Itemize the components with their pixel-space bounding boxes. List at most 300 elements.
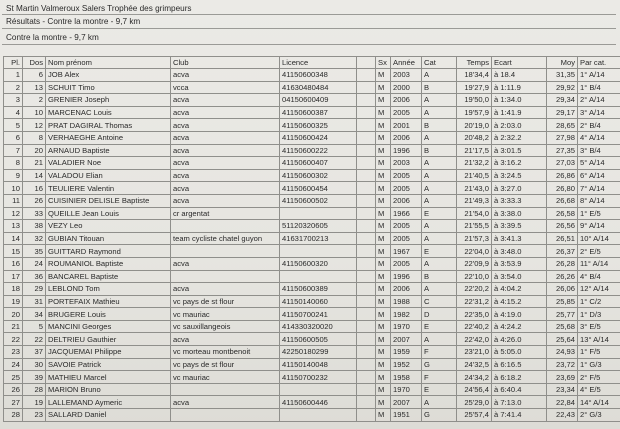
name-cell: CUISINIER DELISLE Baptiste [46,194,171,207]
sex-cell: M [376,295,391,308]
blank-cell [357,320,376,333]
licence-cell: 41631700213 [280,232,357,245]
sex-cell: M [376,383,391,396]
name-cell: SAVOIE Patrick [46,358,171,371]
column-header-average-speed: Moy [547,57,578,69]
sex-cell: M [376,396,391,409]
blank-cell [357,346,376,359]
average-speed-cell: 26,51 [547,232,578,245]
gap-cell: à 3:27.0 [492,182,547,195]
licence-cell: 41150600348 [280,69,357,82]
time-cell: 24'34,2 [457,371,492,384]
blank-cell [357,119,376,132]
event-title: St Martin Valmeroux Salers Trophée des grimpeurs [6,4,192,13]
column-header-place: Pl. [4,57,23,69]
blank-cell [357,358,376,371]
name-cell: MARION Bruno [46,383,171,396]
name-cell: LALLEMAND Aymeric [46,396,171,409]
table-row [4,295,620,308]
time-cell: 25'29,0 [457,396,492,409]
gap-cell: à 3:38.0 [492,207,547,220]
year-cell: 2007 [391,396,422,409]
average-speed-cell: 29,17 [547,106,578,119]
licence-cell: 41150140048 [280,358,357,371]
year-cell: 2006 [391,194,422,207]
name-cell: VALADIER Noe [46,157,171,170]
year-cell: 2005 [391,182,422,195]
category-cell: F [422,371,457,384]
average-speed-cell: 26,37 [547,245,578,258]
place-cell: 18 [4,283,23,296]
category-cell: C [422,295,457,308]
blank-cell [357,232,376,245]
sex-cell: M [376,220,391,233]
place-cell: 23 [4,346,23,359]
name-cell: VEZY Leo [46,220,171,233]
bib-cell: 24 [23,257,46,270]
sex-cell: M [376,257,391,270]
gap-cell: à 7:41.4 [492,409,547,422]
blank-cell [357,194,376,207]
sex-cell: M [376,371,391,384]
gap-cell: à 3:39.5 [492,220,547,233]
category-rank-cell: 4° E/5 [578,383,620,396]
table-row [4,69,620,82]
category-cell: E [422,383,457,396]
time-cell: 22'09,9 [457,257,492,270]
time-cell: 20'48,2 [457,131,492,144]
licence-cell: 42250180299 [280,346,357,359]
place-cell: 7 [4,144,23,157]
licence-cell: 41150600424 [280,131,357,144]
gap-cell: à 3:24.5 [492,169,547,182]
blank-cell [357,283,376,296]
time-cell: 19'50,0 [457,94,492,107]
header-divider [2,44,616,45]
column-header-bib: Dos [23,57,46,69]
table-row [4,232,620,245]
gap-cell: à 7:13.0 [492,396,547,409]
club-cell: acva [171,94,280,107]
category-rank-cell: 11° A/14 [578,257,620,270]
blank-cell [357,144,376,157]
blank-cell [357,169,376,182]
results-subtitle: Résultats - Contre la montre - 9,7 km [6,17,141,26]
average-speed-cell: 31,35 [547,69,578,82]
place-cell: 1 [4,69,23,82]
average-speed-cell: 26,68 [547,194,578,207]
blank-cell [357,131,376,144]
place-cell: 5 [4,119,23,132]
place-cell: 20 [4,308,23,321]
place-cell: 8 [4,157,23,170]
gap-cell: à 6:40.4 [492,383,547,396]
club-cell: vc morteau montbenoit [171,346,280,359]
licence-cell: 41150600302 [280,169,357,182]
column-header-category-rank: Par cat. [578,57,620,69]
category-rank-cell: 2° E/5 [578,245,620,258]
category-cell: G [422,358,457,371]
club-cell: acva [171,144,280,157]
sex-cell: M [376,169,391,182]
licence-cell: 41150600407 [280,157,357,170]
category-rank-cell: 10° A/14 [578,232,620,245]
place-cell: 13 [4,220,23,233]
bib-cell: 30 [23,358,46,371]
name-cell: JOB Alex [46,69,171,82]
category-rank-cell: 13° A/14 [578,333,620,346]
club-cell [171,270,280,283]
club-cell: acva [171,119,280,132]
sex-cell: M [376,94,391,107]
category-rank-cell: 3° E/5 [578,320,620,333]
year-cell: 1958 [391,371,422,384]
blank-cell [357,295,376,308]
category-cell: A [422,157,457,170]
sex-cell: M [376,232,391,245]
bib-cell: 19 [23,396,46,409]
bib-cell: 21 [23,157,46,170]
name-cell: QUEILLE Jean Louis [46,207,171,220]
name-cell: VERHAEGHE Antoine [46,131,171,144]
average-speed-cell: 26,26 [547,270,578,283]
category-rank-cell: 1° F/5 [578,346,620,359]
time-cell: 21'49,3 [457,194,492,207]
blank-cell [357,94,376,107]
category-cell: A [422,69,457,82]
gap-cell: à 3:33.3 [492,194,547,207]
average-speed-cell: 27,03 [547,157,578,170]
category-cell: A [422,94,457,107]
place-cell: 4 [4,106,23,119]
name-cell: GUITTARD Raymond [46,245,171,258]
category-rank-cell: 6° A/14 [578,169,620,182]
licence-cell: 41150600454 [280,182,357,195]
gap-cell: à 4:24.2 [492,320,547,333]
gap-cell: à 6:18.2 [492,371,547,384]
year-cell: 1996 [391,144,422,157]
sex-cell: M [376,207,391,220]
name-cell: SALLARD Daniel [46,409,171,422]
year-cell: 2006 [391,131,422,144]
results-table [3,56,620,422]
licence-cell: 41150600320 [280,257,357,270]
gap-cell: à 2:32.2 [492,131,547,144]
bib-cell: 13 [23,81,46,94]
bib-cell: 36 [23,270,46,283]
place-cell: 19 [4,295,23,308]
name-cell: PORTEFAIX Mathieu [46,295,171,308]
bib-cell: 39 [23,371,46,384]
time-cell: 21'54,0 [457,207,492,220]
category-cell: A [422,232,457,245]
gap-cell: à 3:48.0 [492,245,547,258]
year-cell: 2005 [391,232,422,245]
category-rank-cell: 2° A/14 [578,94,620,107]
club-cell: acva [171,106,280,119]
club-cell: acva [171,131,280,144]
bib-cell: 2 [23,94,46,107]
average-speed-cell: 26,80 [547,182,578,195]
time-cell: 18'34,4 [457,69,492,82]
place-cell: 28 [4,409,23,422]
name-cell: BANCAREL Baptiste [46,270,171,283]
average-speed-cell: 27,35 [547,144,578,157]
average-speed-cell: 28,65 [547,119,578,132]
category-rank-cell: 1° E/5 [578,207,620,220]
category-cell: A [422,333,457,346]
sex-cell: M [376,358,391,371]
licence-cell: 41150700232 [280,371,357,384]
year-cell: 1982 [391,308,422,321]
table-row [4,119,620,132]
gap-cell: à 3:53.9 [492,257,547,270]
gap-cell: à 3:01.5 [492,144,547,157]
bib-cell: 6 [23,69,46,82]
bib-cell: 38 [23,220,46,233]
place-cell: 12 [4,207,23,220]
column-header-year: Année [391,57,422,69]
table-row [4,283,620,296]
average-speed-cell: 25,68 [547,320,578,333]
name-cell: VALADOU Elian [46,169,171,182]
name-cell: BRUGERE Louis [46,308,171,321]
category-rank-cell: 2° F/5 [578,371,620,384]
time-cell: 22'20,2 [457,283,492,296]
sex-cell: M [376,308,391,321]
year-cell: 2000 [391,81,422,94]
year-cell: 1970 [391,383,422,396]
category-cell: A [422,131,457,144]
year-cell: 2005 [391,220,422,233]
table-row [4,383,620,396]
column-header-club: Club [171,57,280,69]
bib-cell: 34 [23,308,46,321]
time-cell: 21'40,5 [457,169,492,182]
bib-cell: 23 [23,409,46,422]
year-cell: 1970 [391,320,422,333]
category-cell: A [422,169,457,182]
gap-cell: à 4:19.0 [492,308,547,321]
time-cell: 21'55,5 [457,220,492,233]
year-cell: 1996 [391,270,422,283]
club-cell: acva [171,333,280,346]
average-speed-cell: 23,72 [547,358,578,371]
column-header-gap: Ecart [492,57,547,69]
time-cell: 19'27,9 [457,81,492,94]
table-row [4,157,620,170]
blank-cell [357,409,376,422]
licence-cell: 04150600409 [280,94,357,107]
category-rank-cell: 1° B/4 [578,81,620,94]
year-cell: 1959 [391,346,422,359]
time-cell: 25'57,4 [457,409,492,422]
club-cell [171,245,280,258]
average-speed-cell: 25,77 [547,308,578,321]
name-cell: LEBLOND Tom [46,283,171,296]
bib-cell: 35 [23,245,46,258]
table-row [4,131,620,144]
category-rank-cell: 4° A/14 [578,131,620,144]
bib-cell: 5 [23,320,46,333]
category-rank-cell: 3° B/4 [578,144,620,157]
year-cell: 2003 [391,69,422,82]
sex-cell: M [376,333,391,346]
category-rank-cell: 12° A/14 [578,283,620,296]
name-cell: ARNAUD Baptiste [46,144,171,157]
category-rank-cell: 2° G/3 [578,409,620,422]
licence-cell: 41630480484 [280,81,357,94]
year-cell: 2007 [391,333,422,346]
gap-cell: à 1:41.9 [492,106,547,119]
club-cell: acva [171,182,280,195]
name-cell: GUBIAN Titouan [46,232,171,245]
blank-cell [357,220,376,233]
time-cell: 19'57,9 [457,106,492,119]
club-cell: vc mauriac [171,371,280,384]
year-cell: 1966 [391,207,422,220]
table-row [4,220,620,233]
time-cell: 22'04,0 [457,245,492,258]
licence-cell: 41150600222 [280,144,357,157]
bib-cell: 22 [23,333,46,346]
blank-cell [357,81,376,94]
year-cell: 2005 [391,106,422,119]
gap-cell: à 4:15.2 [492,295,547,308]
place-cell: 3 [4,94,23,107]
blank-cell [357,383,376,396]
gap-cell: à 3:41.3 [492,232,547,245]
club-cell: vc pays de st flour [171,295,280,308]
name-cell: SCHUIT Timo [46,81,171,94]
bib-cell: 12 [23,119,46,132]
licence-cell: 41150600446 [280,396,357,409]
year-cell: 1951 [391,409,422,422]
bib-cell: 20 [23,144,46,157]
category-rank-cell: 5° A/14 [578,157,620,170]
blank-cell [357,106,376,119]
licence-cell: 41150600505 [280,333,357,346]
place-cell: 2 [4,81,23,94]
year-cell: 1952 [391,358,422,371]
time-cell: 22'31,2 [457,295,492,308]
table-row [4,144,620,157]
club-cell: vc mauriac [171,308,280,321]
category-rank-cell: 9° A/14 [578,220,620,233]
licence-cell [280,207,357,220]
licence-cell [280,409,357,422]
time-cell: 22'10,0 [457,270,492,283]
category-rank-cell: 3° A/14 [578,106,620,119]
category-rank-cell: 4° B/4 [578,270,620,283]
year-cell: 2005 [391,169,422,182]
name-cell: JACQUEMAI Philippe [46,346,171,359]
name-cell: PRAT DAGIRAL Thomas [46,119,171,132]
blank-cell [357,308,376,321]
name-cell: MARCENAC Louis [46,106,171,119]
gap-cell: à 18.4 [492,69,547,82]
name-cell: MATHIEU Marcel [46,371,171,384]
category-rank-cell: 1° G/3 [578,358,620,371]
name-cell: TEULIERE Valentin [46,182,171,195]
licence-cell: 41150600502 [280,194,357,207]
average-speed-cell: 26,28 [547,257,578,270]
sex-cell: M [376,346,391,359]
place-cell: 26 [4,383,23,396]
gap-cell: à 4:26.0 [492,333,547,346]
gap-cell: à 5:05.0 [492,346,547,359]
place-cell: 11 [4,194,23,207]
category-cell: A [422,220,457,233]
blank-cell [357,157,376,170]
place-cell: 6 [4,131,23,144]
sex-cell: M [376,131,391,144]
licence-cell [280,245,357,258]
table-row [4,270,620,283]
table-row [4,182,620,195]
gap-cell: à 4:04.2 [492,283,547,296]
licence-cell [280,383,357,396]
average-speed-cell: 25,85 [547,295,578,308]
table-row [4,358,620,371]
table-row [4,320,620,333]
average-speed-cell: 27,98 [547,131,578,144]
sex-cell: M [376,81,391,94]
blank-cell [357,69,376,82]
table-row [4,106,620,119]
results-body [4,69,620,422]
gap-cell: à 1:34.0 [492,94,547,107]
licence-cell: 41150700241 [280,308,357,321]
average-speed-cell: 23,34 [547,383,578,396]
licence-cell [280,270,357,283]
name-cell: MANCINI Georges [46,320,171,333]
gap-cell: à 3:54.0 [492,270,547,283]
blank-cell [357,257,376,270]
year-cell: 1988 [391,295,422,308]
column-header-category: Cat [422,57,457,69]
time-cell: 22'42,0 [457,333,492,346]
sex-cell: M [376,106,391,119]
table-row [4,409,620,422]
blank-cell [357,270,376,283]
club-cell: vc pays de st flour [171,358,280,371]
category-cell: A [422,182,457,195]
category-cell: E [422,320,457,333]
blank-cell [357,207,376,220]
category-cell: A [422,396,457,409]
column-header-time: Temps [457,57,492,69]
club-cell: team cycliste chatel guyon [171,232,280,245]
average-speed-cell: 29,92 [547,81,578,94]
licence-cell: 41150140060 [280,295,357,308]
name-cell: GRENIER Joseph [46,94,171,107]
table-row [4,333,620,346]
column-header-blank [357,57,376,69]
club-cell: acva [171,169,280,182]
licence-cell: 414330320020 [280,320,357,333]
average-speed-cell: 23,69 [547,371,578,384]
blank-cell [357,371,376,384]
category-cell: A [422,194,457,207]
place-cell: 16 [4,257,23,270]
bib-cell: 31 [23,295,46,308]
club-cell [171,220,280,233]
average-speed-cell: 24,93 [547,346,578,359]
bib-cell: 32 [23,232,46,245]
average-speed-cell: 26,86 [547,169,578,182]
category-rank-cell: 1° D/3 [578,308,620,321]
